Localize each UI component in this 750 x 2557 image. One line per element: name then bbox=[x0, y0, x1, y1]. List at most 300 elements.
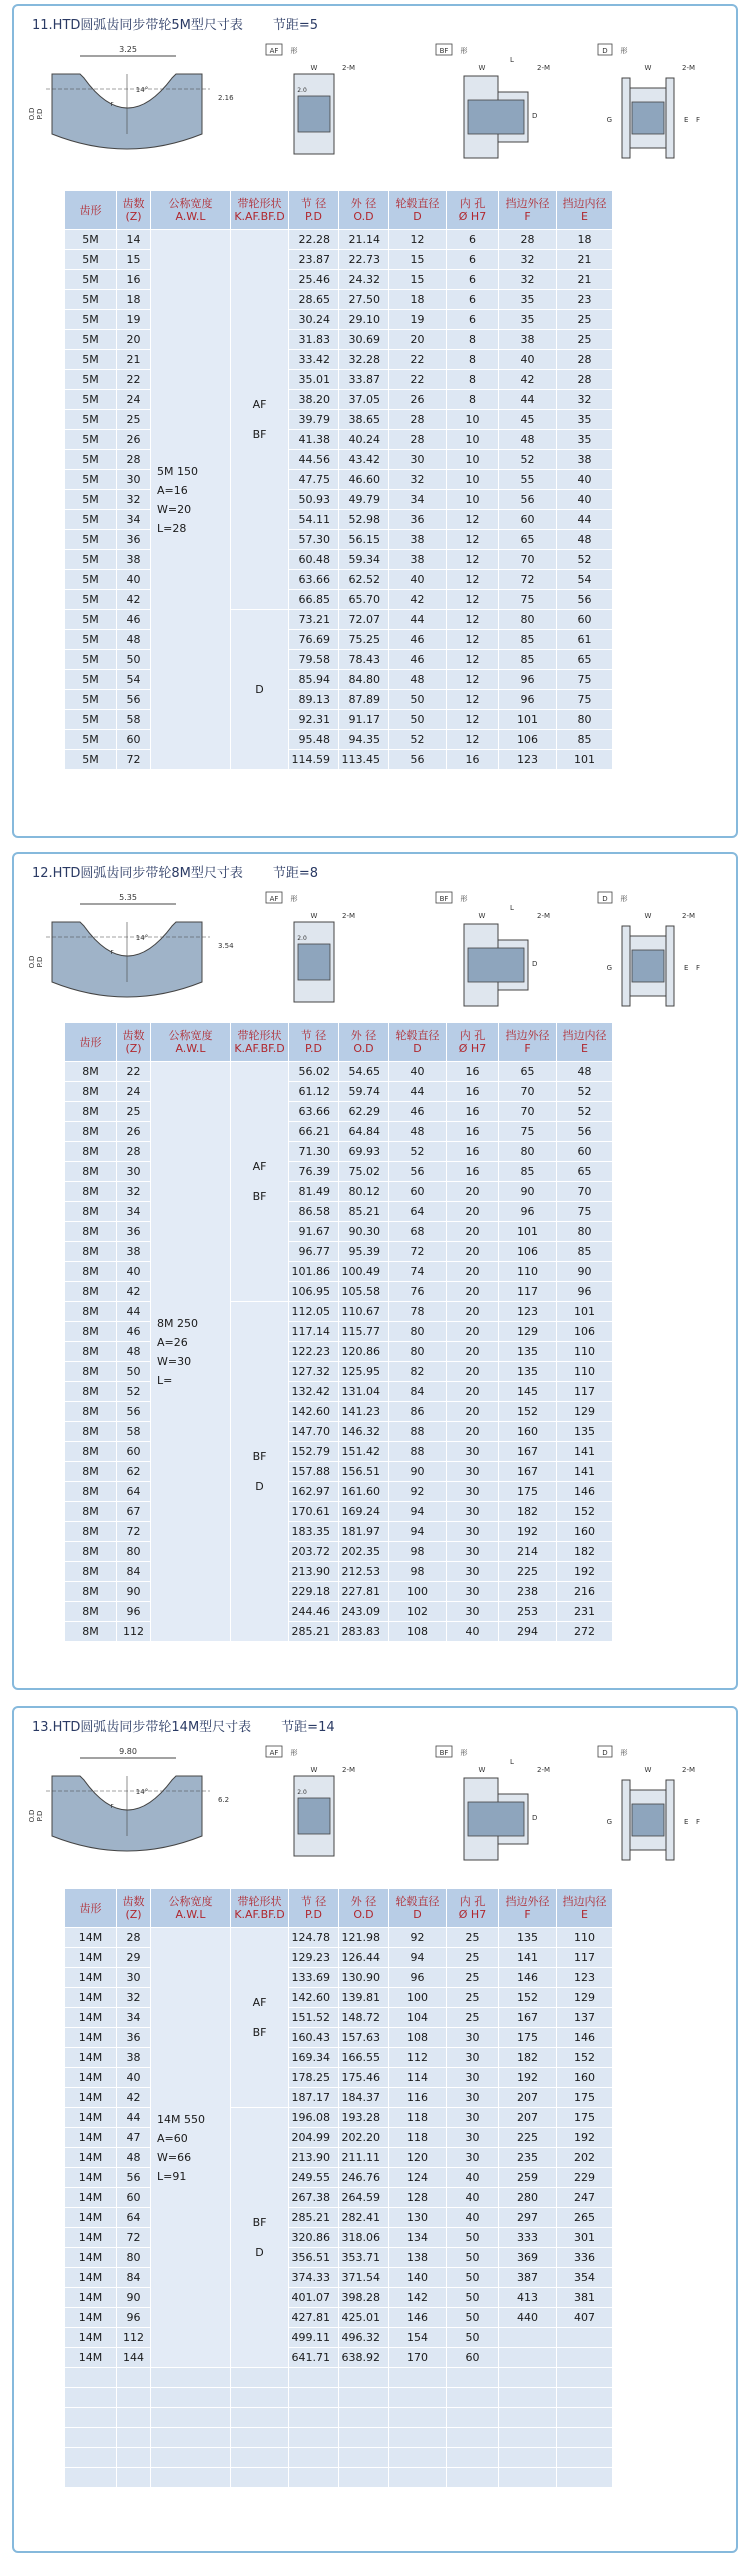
table-cell: 20 bbox=[447, 1302, 499, 1322]
af-m-label: 2-M bbox=[342, 912, 356, 920]
table-cell bbox=[231, 2388, 289, 2408]
bf-tag-suffix: 形 bbox=[460, 47, 468, 55]
table-cell: 8 bbox=[447, 350, 499, 370]
table-row bbox=[65, 710, 613, 730]
table-cell: 50 bbox=[389, 690, 447, 710]
table-cell bbox=[65, 2368, 117, 2388]
table-cell: 129 bbox=[499, 1322, 557, 1342]
table-row bbox=[65, 1382, 613, 1402]
table-cell: 42 bbox=[117, 1282, 151, 1302]
table-cell: 44 bbox=[117, 2108, 151, 2128]
tooth-depth-label: 3.54 bbox=[218, 942, 234, 950]
table-row bbox=[65, 730, 613, 750]
bf-m-label: 2-M bbox=[537, 64, 551, 72]
table-cell: 34 bbox=[117, 2008, 151, 2028]
table-cell: 167 bbox=[499, 1462, 557, 1482]
table-row bbox=[65, 1928, 613, 1948]
table-cell: 30 bbox=[447, 1582, 499, 1602]
column-header-text: 齿数 bbox=[122, 1895, 145, 1908]
column-header-text: 挡边外径 bbox=[505, 197, 550, 210]
shape-label: D bbox=[255, 682, 264, 696]
tooth-profile-diagram bbox=[28, 45, 234, 149]
table-cell: 152 bbox=[557, 1502, 613, 1522]
table-cell bbox=[151, 2388, 231, 2408]
table-cell: 72 bbox=[389, 1242, 447, 1262]
table-cell: 166.55 bbox=[339, 2048, 389, 2068]
table-cell: 5M bbox=[65, 470, 117, 490]
table-cell: 20 bbox=[447, 1362, 499, 1382]
table-cell: 54.65 bbox=[339, 1062, 389, 1082]
table-cell: 23.87 bbox=[289, 250, 339, 270]
table-cell: 117 bbox=[499, 1282, 557, 1302]
table-cell: 10 bbox=[447, 410, 499, 430]
table-cell bbox=[289, 2428, 339, 2448]
table-cell: 52 bbox=[557, 1082, 613, 1102]
table-cell: 132.42 bbox=[289, 1382, 339, 1402]
table-cell: 369 bbox=[499, 2248, 557, 2268]
table-cell: 12 bbox=[447, 690, 499, 710]
table-cell: 146 bbox=[557, 2028, 613, 2048]
table-cell: 5M bbox=[65, 710, 117, 730]
table-cell: 25.46 bbox=[289, 270, 339, 290]
table-cell: 85 bbox=[557, 1242, 613, 1262]
table-row bbox=[65, 1362, 613, 1382]
table-row bbox=[65, 2448, 613, 2468]
table-row bbox=[65, 2208, 613, 2228]
table-cell: 46.60 bbox=[339, 470, 389, 490]
table-cell: 48 bbox=[557, 530, 613, 550]
d-w-label: W bbox=[644, 912, 652, 920]
table-cell: 25 bbox=[557, 330, 613, 350]
table-row bbox=[65, 610, 613, 630]
table-cell: 638.92 bbox=[339, 2348, 389, 2368]
table-cell: 320.86 bbox=[289, 2228, 339, 2248]
bf-tag-suffix: 形 bbox=[460, 1749, 468, 1757]
table-row bbox=[65, 1342, 613, 1362]
table-cell: 55 bbox=[499, 470, 557, 490]
table-cell: 265 bbox=[557, 2208, 613, 2228]
table-cell: 54 bbox=[557, 570, 613, 590]
table-cell bbox=[389, 2368, 447, 2388]
table-cell: 16 bbox=[447, 1082, 499, 1102]
table-row bbox=[65, 670, 613, 690]
table-cell: 182 bbox=[557, 1542, 613, 1562]
table-cell bbox=[389, 2448, 447, 2468]
table-cell: 14M bbox=[65, 1948, 117, 1968]
table-cell: 66.85 bbox=[289, 590, 339, 610]
table-cell: 91.67 bbox=[289, 1222, 339, 1242]
pd-label: P.D bbox=[36, 1810, 44, 1822]
table-cell bbox=[231, 2368, 289, 2388]
table-cell bbox=[447, 2428, 499, 2448]
table-cell: 30 bbox=[447, 2028, 499, 2048]
table-cell: 282.41 bbox=[339, 2208, 389, 2228]
column-header-text: 轮毂直径 bbox=[395, 1895, 440, 1908]
table-cell: 92.31 bbox=[289, 710, 339, 730]
d-tag: D bbox=[602, 1749, 608, 1757]
table-cell: 94.35 bbox=[339, 730, 389, 750]
table-cell: 5M bbox=[65, 230, 117, 250]
table-cell: 81.49 bbox=[289, 1182, 339, 1202]
table-cell: 52.98 bbox=[339, 510, 389, 530]
table-cell: 12 bbox=[389, 230, 447, 250]
table-cell: 141 bbox=[557, 1462, 613, 1482]
table-row bbox=[65, 1562, 613, 1582]
table-row bbox=[65, 1948, 613, 1968]
table-cell: 32 bbox=[117, 490, 151, 510]
table-cell bbox=[289, 2468, 339, 2488]
column-header-text: 轮毂直径 bbox=[395, 197, 440, 210]
table-cell: 8M bbox=[65, 1342, 117, 1362]
table-row bbox=[65, 2088, 613, 2108]
radius-label: r bbox=[110, 948, 114, 956]
table-cell: 178.25 bbox=[289, 2068, 339, 2088]
table-cell bbox=[339, 2448, 389, 2468]
table-cell: 14M bbox=[65, 2108, 117, 2128]
column-header-text: 公称宽度 bbox=[168, 1895, 213, 1908]
width-spec-line: 5M 150 bbox=[157, 464, 198, 478]
table-cell: 31.83 bbox=[289, 330, 339, 350]
d-m-label: 2-M bbox=[682, 912, 696, 920]
af-2.0-label: 2.0 bbox=[297, 1789, 307, 1796]
table-cell: 75 bbox=[557, 1202, 613, 1222]
table-cell: 29 bbox=[117, 1948, 151, 1968]
table-cell: 8 bbox=[447, 370, 499, 390]
table-cell: 73.21 bbox=[289, 610, 339, 630]
table-cell: 14M bbox=[65, 1928, 117, 1948]
table-cell: 8M bbox=[65, 1222, 117, 1242]
table-cell: 142.60 bbox=[289, 1402, 339, 1422]
table-cell: 38.65 bbox=[339, 410, 389, 430]
table-cell: 110 bbox=[557, 1342, 613, 1362]
table-cell: 114 bbox=[389, 2068, 447, 2088]
table-cell: 72 bbox=[117, 1522, 151, 1542]
table-cell bbox=[557, 2348, 613, 2368]
table-row bbox=[65, 650, 613, 670]
table-cell: 20 bbox=[117, 330, 151, 350]
table-cell: 85 bbox=[499, 650, 557, 670]
table-cell: 113.45 bbox=[339, 750, 389, 770]
table-cell: 170.61 bbox=[289, 1502, 339, 1522]
table-cell: 10 bbox=[447, 470, 499, 490]
table-cell: 30.69 bbox=[339, 330, 389, 350]
table-cell: 5M bbox=[65, 690, 117, 710]
table-cell: 8M bbox=[65, 1522, 117, 1542]
table-row bbox=[65, 2008, 613, 2028]
column-header-text: P.D bbox=[305, 1908, 322, 1921]
table-row bbox=[65, 1422, 613, 1442]
table-cell: 5M bbox=[65, 750, 117, 770]
d-f-label: F bbox=[696, 1818, 701, 1826]
table-cell: 72 bbox=[499, 570, 557, 590]
table-cell: 12 bbox=[447, 590, 499, 610]
table-cell: 101 bbox=[499, 1222, 557, 1242]
table-cell: 78.43 bbox=[339, 650, 389, 670]
table-cell: 146 bbox=[389, 2308, 447, 2328]
table-cell: 12 bbox=[447, 570, 499, 590]
table-cell: 30 bbox=[447, 1562, 499, 1582]
shape-label: BF bbox=[252, 2025, 267, 2039]
table-cell: 26 bbox=[117, 430, 151, 450]
table-row bbox=[65, 430, 613, 450]
table-cell: 192 bbox=[557, 1562, 613, 1582]
table-cell: 70 bbox=[499, 1102, 557, 1122]
table-cell: 96 bbox=[499, 670, 557, 690]
table-row bbox=[65, 510, 613, 530]
table-cell: 64 bbox=[117, 2208, 151, 2228]
table-cell: 20 bbox=[447, 1342, 499, 1362]
table-cell: 8M bbox=[65, 1622, 117, 1642]
table-cell: 63.66 bbox=[289, 570, 339, 590]
table-cell: 12 bbox=[447, 670, 499, 690]
table-row bbox=[65, 310, 613, 330]
table-row bbox=[65, 530, 613, 550]
d-flange-left bbox=[622, 926, 630, 1006]
table-cell: 114.59 bbox=[289, 750, 339, 770]
table-cell: 354 bbox=[557, 2268, 613, 2288]
table-cell bbox=[447, 2408, 499, 2428]
table-cell bbox=[339, 2408, 389, 2428]
table-cell: 15 bbox=[389, 250, 447, 270]
table-cell bbox=[289, 2408, 339, 2428]
table-cell: 152.79 bbox=[289, 1442, 339, 1462]
table-cell bbox=[231, 2468, 289, 2488]
table-cell bbox=[389, 2408, 447, 2428]
table-cell: 24 bbox=[117, 390, 151, 410]
table-cell: 38 bbox=[557, 450, 613, 470]
table-row bbox=[65, 350, 613, 370]
width-spec-line: A=16 bbox=[157, 483, 188, 497]
table-cell bbox=[117, 2368, 151, 2388]
table-cell: 85.21 bbox=[339, 1202, 389, 1222]
d-bore bbox=[632, 950, 664, 982]
width-spec-line: A=26 bbox=[157, 1335, 188, 1349]
table-cell: 28 bbox=[389, 430, 447, 450]
table-cell: 5M bbox=[65, 290, 117, 310]
table-cell: 387 bbox=[499, 2268, 557, 2288]
column-header-text: 节 径 bbox=[300, 197, 327, 210]
af-shape-diagram bbox=[266, 1746, 355, 1856]
table-cell: 135 bbox=[557, 1422, 613, 1442]
column-header-text: E bbox=[581, 1042, 588, 1055]
table-row bbox=[65, 2028, 613, 2048]
table-cell: 48 bbox=[389, 1122, 447, 1142]
table-cell: 297 bbox=[499, 2208, 557, 2228]
table-cell: 80 bbox=[117, 2248, 151, 2268]
table-cell: 175.46 bbox=[339, 2068, 389, 2088]
bf-w-label: W bbox=[478, 64, 486, 72]
column-header-text: 齿形 bbox=[79, 1901, 102, 1915]
column-header-text: A.W.L bbox=[175, 1908, 206, 1921]
d-m-label: 2-M bbox=[682, 64, 696, 72]
table-cell: 202.35 bbox=[339, 1542, 389, 1562]
table-cell: 122.23 bbox=[289, 1342, 339, 1362]
table-cell: 146 bbox=[557, 1482, 613, 1502]
table-cell bbox=[231, 2408, 289, 2428]
table-cell: 192 bbox=[499, 2068, 557, 2088]
table-cell: 60 bbox=[499, 510, 557, 530]
table-cell: 96 bbox=[499, 690, 557, 710]
d-w-label: W bbox=[644, 64, 652, 72]
table-row bbox=[65, 1442, 613, 1462]
shape-cell bbox=[231, 610, 289, 770]
table-cell: 19 bbox=[389, 310, 447, 330]
table-cell: 25 bbox=[447, 2008, 499, 2028]
table-cell: 5M bbox=[65, 590, 117, 610]
column-header-text: E bbox=[581, 210, 588, 223]
d-g-label: G bbox=[606, 1818, 612, 1826]
table-cell: 15 bbox=[389, 270, 447, 290]
table-cell: 38 bbox=[389, 530, 447, 550]
table-cell: 36 bbox=[117, 1222, 151, 1242]
table-cell bbox=[447, 2448, 499, 2468]
shape-label: AF bbox=[252, 397, 267, 411]
table-cell: 22 bbox=[117, 370, 151, 390]
table-cell: 117 bbox=[557, 1382, 613, 1402]
section-title: 12.HTD圆弧齿同步带轮8M型尺寸表 节距=8 bbox=[32, 866, 319, 881]
table-cell: 84 bbox=[117, 1562, 151, 1582]
table-cell: 28 bbox=[557, 350, 613, 370]
table-cell: 187.17 bbox=[289, 2088, 339, 2108]
column-header-text: 挡边内径 bbox=[562, 1895, 607, 1908]
table-cell: 131.04 bbox=[339, 1382, 389, 1402]
table-cell: 8 bbox=[447, 330, 499, 350]
table-cell: 52 bbox=[389, 730, 447, 750]
table-cell: 35 bbox=[557, 410, 613, 430]
table-cell: 95.39 bbox=[339, 1242, 389, 1262]
column-header-text: 挡边内径 bbox=[562, 1029, 607, 1042]
table-cell bbox=[289, 2368, 339, 2388]
table-cell: 32 bbox=[499, 250, 557, 270]
d-flange-right bbox=[666, 78, 674, 158]
table-cell: 12 bbox=[447, 530, 499, 550]
table-cell: 8M bbox=[65, 1442, 117, 1462]
table-cell: 60 bbox=[117, 1442, 151, 1462]
table-cell bbox=[499, 2448, 557, 2468]
d-e-label: E bbox=[684, 964, 689, 972]
table-cell: 8M bbox=[65, 1502, 117, 1522]
column-header-text: K.AF.BF.D bbox=[234, 1908, 285, 1921]
table-row bbox=[65, 1222, 613, 1242]
d-g-label: G bbox=[606, 964, 612, 972]
table-cell: 6 bbox=[447, 270, 499, 290]
table-cell: 44 bbox=[389, 1082, 447, 1102]
table-cell: 175 bbox=[499, 1482, 557, 1502]
table-cell: 14M bbox=[65, 2288, 117, 2308]
tooth-width-label: 3.25 bbox=[119, 45, 137, 54]
table-cell: 440 bbox=[499, 2308, 557, 2328]
table-cell bbox=[499, 2428, 557, 2448]
table-cell: 167 bbox=[499, 1442, 557, 1462]
table-cell: 40 bbox=[117, 2068, 151, 2088]
table-cell: 8M bbox=[65, 1082, 117, 1102]
table-row bbox=[65, 1182, 613, 1202]
table-cell: 78 bbox=[389, 1302, 447, 1322]
table-row bbox=[65, 1602, 613, 1622]
shape-label: BF bbox=[252, 427, 267, 441]
table-cell: 90 bbox=[117, 2288, 151, 2308]
table-cell: 90 bbox=[557, 1262, 613, 1282]
table-cell: 50 bbox=[447, 2288, 499, 2308]
table-cell: 14M bbox=[65, 2248, 117, 2268]
table-cell: 14M bbox=[65, 2188, 117, 2208]
column-header-text: 挡边外径 bbox=[505, 1895, 550, 1908]
table-cell: 95.48 bbox=[289, 730, 339, 750]
table-cell: 54 bbox=[117, 670, 151, 690]
table-cell: 86 bbox=[389, 1402, 447, 1422]
table-cell: 40 bbox=[389, 1062, 447, 1082]
table-cell: 44 bbox=[557, 510, 613, 530]
bf-w-label: W bbox=[478, 912, 486, 920]
column-header-text: 齿数 bbox=[122, 1029, 145, 1042]
pulley-diagrams bbox=[28, 1736, 722, 1876]
table-cell: 110 bbox=[499, 1262, 557, 1282]
table-cell: 5M bbox=[65, 730, 117, 750]
table-row bbox=[65, 2128, 613, 2148]
table-cell: 92 bbox=[389, 1928, 447, 1948]
d-tag-suffix: 形 bbox=[620, 1749, 628, 1757]
table-cell: 28 bbox=[499, 230, 557, 250]
table-cell: 14M bbox=[65, 2228, 117, 2248]
table-cell: 182 bbox=[499, 1502, 557, 1522]
table-row bbox=[65, 2328, 613, 2348]
af-bore bbox=[298, 96, 330, 132]
table-cell: 30 bbox=[447, 1442, 499, 1462]
table-cell: 42 bbox=[117, 2088, 151, 2108]
table-cell: 44 bbox=[117, 1302, 151, 1322]
table-cell: 5M bbox=[65, 630, 117, 650]
column-header-text: 内 孔 bbox=[459, 197, 486, 210]
table-cell: 44 bbox=[499, 390, 557, 410]
table-cell: 16 bbox=[447, 750, 499, 770]
table-cell: 6 bbox=[447, 230, 499, 250]
table-cell bbox=[389, 2428, 447, 2448]
table-cell: 193.28 bbox=[339, 2108, 389, 2128]
table-cell: 60 bbox=[389, 1182, 447, 1202]
table-cell: 118 bbox=[389, 2108, 447, 2128]
table-cell: 80 bbox=[557, 1222, 613, 1242]
d-tag: D bbox=[602, 47, 608, 55]
table-row bbox=[65, 450, 613, 470]
table-row bbox=[65, 1282, 613, 1302]
table-cell: 6 bbox=[447, 310, 499, 330]
table-cell bbox=[339, 2428, 389, 2448]
column-header bbox=[231, 191, 289, 230]
table-cell bbox=[339, 2368, 389, 2388]
bf-bore bbox=[468, 1802, 524, 1836]
table-cell: 27.50 bbox=[339, 290, 389, 310]
table-cell: 14M bbox=[65, 2008, 117, 2028]
tooth-profile-diagram bbox=[28, 893, 234, 997]
bf-d-label: D bbox=[532, 112, 538, 120]
table-cell: 5M bbox=[65, 670, 117, 690]
table-cell: 30 bbox=[117, 1162, 151, 1182]
table-row bbox=[65, 2308, 613, 2328]
table-cell: 34 bbox=[117, 1202, 151, 1222]
table-cell: 40 bbox=[117, 1262, 151, 1282]
table-cell: 202 bbox=[557, 2148, 613, 2168]
af-tag-suffix: 形 bbox=[290, 1749, 298, 1757]
shape-cell bbox=[231, 2108, 289, 2368]
table-cell: 120 bbox=[389, 2148, 447, 2168]
table-cell: 40 bbox=[447, 1622, 499, 1642]
column-header-text: 内 孔 bbox=[459, 1029, 486, 1042]
bf-tag: BF bbox=[439, 1749, 449, 1757]
table-cell: 12 bbox=[447, 510, 499, 530]
table-cell: 142.60 bbox=[289, 1988, 339, 2008]
column-header-text: 齿形 bbox=[79, 203, 102, 217]
table-cell: 30 bbox=[389, 450, 447, 470]
